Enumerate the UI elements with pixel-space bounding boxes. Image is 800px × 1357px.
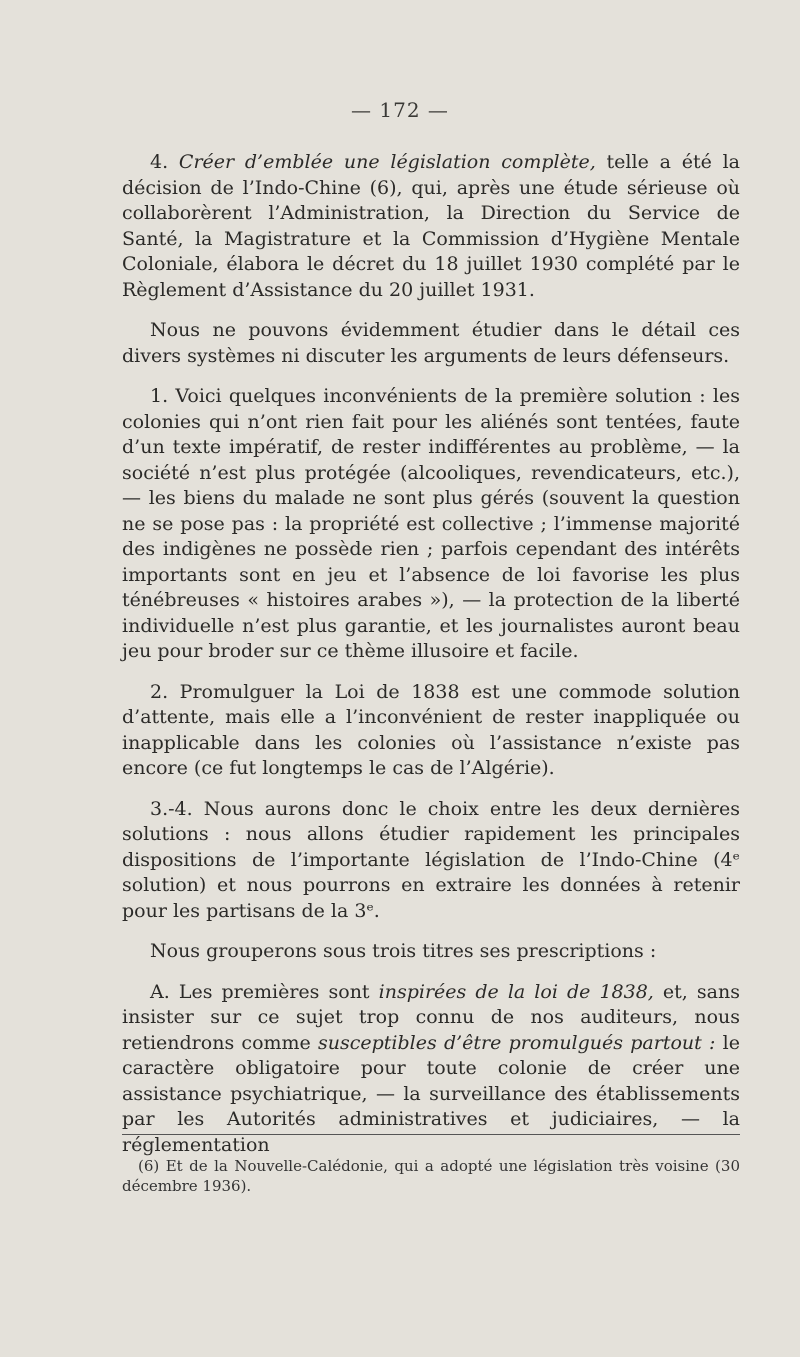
text-segment: 1. Voici quelques inconvénients de la première solution : les colonies qui n’ont rien fait pour les aliénés sont tentées, faute d’un texte impératif, de rester indifférentes au problème, — la société n’est plus protégée (alcooliques, revendicateurs, etc.), — les biens du malade ne sont plus gérés (souvent la question ne se pose pas : la propriété est collective ; l’immense majorité des indigènes ne possède rien ; parfois cependant des intérêts importants sont en jeu et l’absence de loi favorise les plus ténébreuses « histoires arabes »), — la protection de la liberté individuelle n’est plus garantie, et les journalistes auront beau jeu pour broder sur ce thème illusoire et facile. — [122, 385, 740, 662]
text-segment: 4. — [150, 151, 179, 173]
paragraph — [122, 384, 740, 665]
paragraph — [122, 680, 740, 782]
paragraph — [122, 318, 740, 369]
page-number: — 172 — — [351, 98, 449, 122]
text-segment: A. Les premières sont — [150, 980, 379, 1003]
text-segment: le caractère obligatoire pour toute colonie de créer une assistance psychiatrique, — la surveillance des établissements par les Autorités administratives et judiciaires, — la réglementation — [122, 1031, 740, 1156]
footnote: (6) Et de la Nouvelle-Calédonie, qui a adopté une législation très voisine (30 décembre 1936). — [122, 1157, 740, 1195]
paragraph — [122, 797, 740, 925]
italic-text: inspirées de la loi de 1838, — [378, 980, 654, 1003]
paragraph — [122, 150, 740, 303]
text-segment: Nous ne pouvons évidemment étudier dans le détail ces divers systèmes ni discuter les arguments de leurs défenseurs. — [122, 319, 740, 367]
paragraph — [122, 939, 740, 965]
italic-text: susceptibles d’être promulgués partout : — [318, 1031, 716, 1054]
text-segment: Nous grouperons sous trois titres ses prescriptions : — [150, 940, 657, 962]
text-segment: 2. Promulguer la Loi de 1838 est une commode solution d’attente, mais elle a l’inconvénient de rester inappliquée ou inapplicable dans les colonies où l’assistance n’existe pas encore (ce fut longtemps le cas de l’Algérie). — [122, 680, 740, 779]
text-segment: et, sans insister sur ce sujet trop connu de nos auditeurs, nous retiendrons comme — [122, 980, 740, 1054]
footnote-divider — [122, 1134, 740, 1135]
text-segment: 3.-4. Nous aurons donc le choix entre les deux dernières solutions : nous allons étudier rapidement les principales dispositions de l’importante législation de l’Indo-Chine (4ᵉ solution) et nous pourrons en extraire les données à retenir pour les partisans de la 3ᵉ. — [122, 797, 740, 922]
paragraph — [122, 980, 740, 1159]
text-segment: telle a été la décision de l’Indo-Chine (6), qui, après une étude sérieuse où collaborèrent l’Administration, la Direction du Service de Santé, la Magistrature et la Commission d’Hygiène Mentale Coloniale, élabora le décret du 18 juillet 1930 complété par le Règlement d’Assistance du 20 juillet 1931. — [122, 151, 741, 301]
italic-text: Créer d’emblée une législation complète, — [178, 151, 596, 173]
body-text — [122, 150, 740, 1173]
